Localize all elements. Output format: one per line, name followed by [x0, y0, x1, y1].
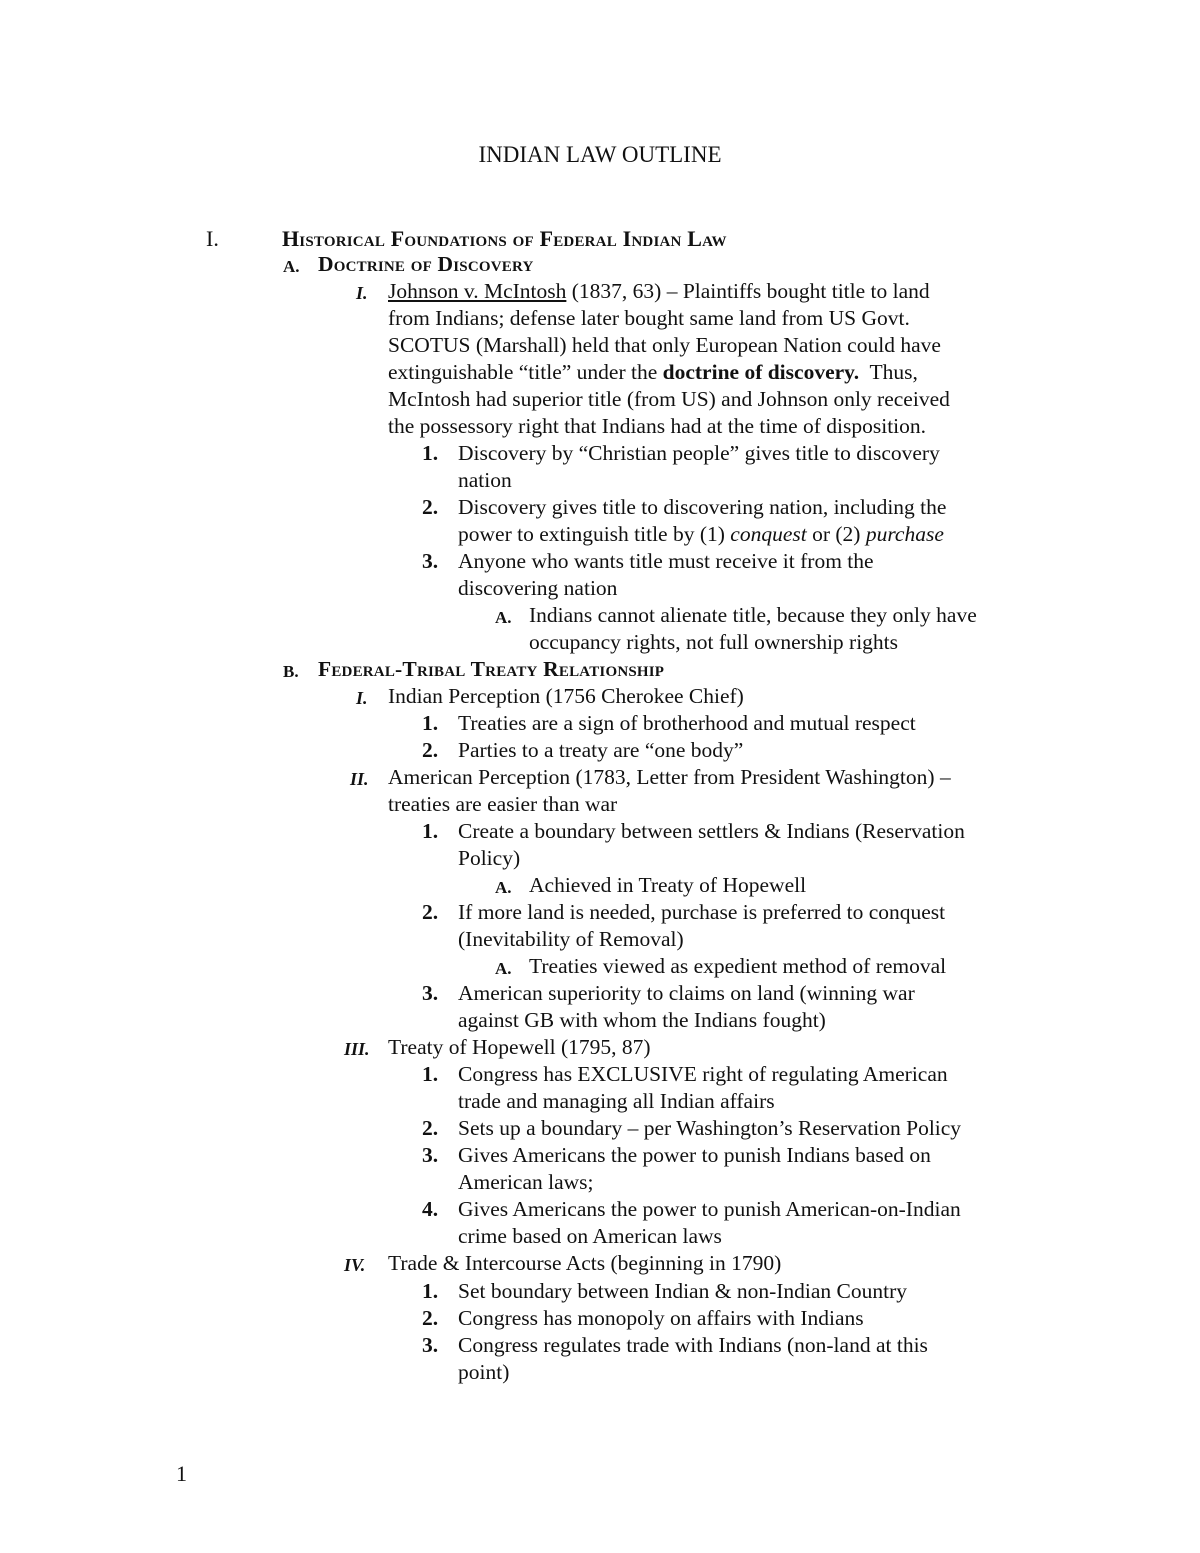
outline-line: Trade & Intercourse Acts (beginning in 1790) [388, 1251, 782, 1275]
letter-label: A. [495, 959, 512, 978]
number-label: 1. [422, 711, 439, 735]
number-label: 2. [422, 1116, 439, 1140]
outline-line: Gives Americans the power to punish Indians based on [458, 1143, 931, 1167]
number-label: 1. [422, 441, 439, 465]
outline-line: against GB with whom the Indians fought) [458, 1008, 826, 1032]
number-label: 2. [422, 738, 439, 762]
roman-label: I. [356, 283, 368, 303]
outline-line: Anyone who wants title must receive it from the [458, 549, 874, 573]
italic-term: purchase [865, 522, 944, 546]
roman-label: IV. [344, 1255, 366, 1275]
outline-line: Treaties are a sign of brotherhood and mutual respect [458, 711, 916, 735]
outline-line: point) [458, 1360, 510, 1384]
outline-line: Congress has EXCLUSIVE right of regulating American [458, 1062, 948, 1086]
number-label: 1. [422, 1279, 439, 1303]
letter-label: A. [495, 608, 512, 627]
outline-line: Congress regulates trade with Indians (non-land at this [458, 1333, 928, 1357]
outline-line: nation [458, 468, 512, 492]
outline-line: Sets up a boundary – per Washington’s Reservation Policy [458, 1116, 962, 1140]
outline-line: Treaty of Hopewell (1795, 87) [388, 1035, 651, 1059]
outline-line: occupancy rights, not full ownership rights [529, 630, 899, 654]
outline-line: Set boundary between Indian & non-Indian Country [458, 1279, 908, 1303]
outline-line: Gives Americans the power to punish American-on-Indian [458, 1197, 961, 1221]
outline-line: Indians cannot alienate title, because they only have [529, 603, 977, 627]
outline-line: SCOTUS (Marshall) held that only European Nation could have [388, 333, 941, 357]
text: or (2) [806, 522, 866, 546]
number-label: 2. [422, 495, 439, 519]
section-label: I. [206, 226, 219, 251]
letter-label: A. [495, 878, 512, 897]
outline-line: American Perception (1783, Letter from President Washington) – [388, 765, 951, 789]
number-label: 3. [422, 549, 439, 573]
outline-line: Discovery by “Christian people” gives title to discovery [458, 441, 940, 465]
outline-line: Congress has monopoly on affairs with Indians [458, 1306, 864, 1330]
outline-line [458, 521, 944, 548]
outline-line: crime based on American laws [458, 1224, 722, 1248]
number-label: 4. [422, 1197, 439, 1221]
number-label: 1. [422, 819, 439, 843]
outline-line [388, 359, 918, 386]
roman-label: II. [350, 769, 369, 789]
outline-line: Achieved in Treaty of Hopewell [529, 873, 807, 897]
subsection-label: B. [283, 662, 299, 681]
section-heading: Historical Foundations of Federal Indian Law [282, 226, 727, 251]
number-label: 3. [422, 1333, 439, 1357]
subsection-label: A. [283, 257, 300, 276]
outline-line [388, 278, 930, 305]
roman-label: III. [344, 1039, 370, 1059]
outline-line: McIntosh had superior title (from US) and Johnson only received [388, 387, 950, 411]
outline-line: Discovery gives title to discovering nation, including the [458, 495, 947, 519]
outline-line: the possessory right that Indians had at the time of disposition. [388, 414, 927, 438]
outline-line: treaties are easier than war [388, 792, 618, 816]
outline-line: discovering nation [458, 576, 618, 600]
outline-line: (Inevitability of Removal) [458, 927, 684, 951]
outline-line: If more land is needed, purchase is preferred to conquest [458, 900, 946, 924]
outline-line: Treaties viewed as expedient method of removal [529, 954, 947, 978]
number-label: 3. [422, 981, 439, 1005]
outline-line: Parties to a treaty are “one body” [458, 738, 744, 762]
number-label: 1. [422, 1062, 439, 1086]
outline-line: American laws; [458, 1170, 594, 1194]
page-number: 1 [176, 1461, 187, 1486]
case-name: Johnson v. McIntosh [388, 279, 567, 303]
outline-line: Policy) [458, 846, 521, 870]
text: power to extinguish title by (1) [458, 522, 731, 546]
roman-label: I. [356, 688, 368, 708]
subsection-heading: Doctrine of Discovery [318, 252, 534, 276]
text: (1837, 63) – Plaintiffs bought title to land [566, 279, 930, 303]
outline-line: from Indians; defense later bought same land from US Govt. [388, 306, 910, 330]
outline-line: Indian Perception (1756 Cherokee Chief) [388, 684, 744, 708]
outline-line: Create a boundary between settlers & Indians (Reservation [458, 819, 965, 843]
outline-line: American superiority to claims on land (winning war [458, 981, 915, 1005]
subsection-heading: Federal-Tribal Treaty Relationship [318, 657, 665, 681]
text: extinguishable “title” under the [388, 360, 663, 384]
text: Thus, [859, 360, 918, 384]
document-title: INDIAN LAW OUTLINE [478, 142, 722, 167]
number-label: 3. [422, 1143, 439, 1167]
bold-term: doctrine of discovery. [662, 360, 860, 384]
number-label: 2. [422, 900, 439, 924]
number-label: 2. [422, 1306, 439, 1330]
italic-term: conquest [730, 522, 807, 546]
outline-line: trade and managing all Indian affairs [458, 1089, 775, 1113]
